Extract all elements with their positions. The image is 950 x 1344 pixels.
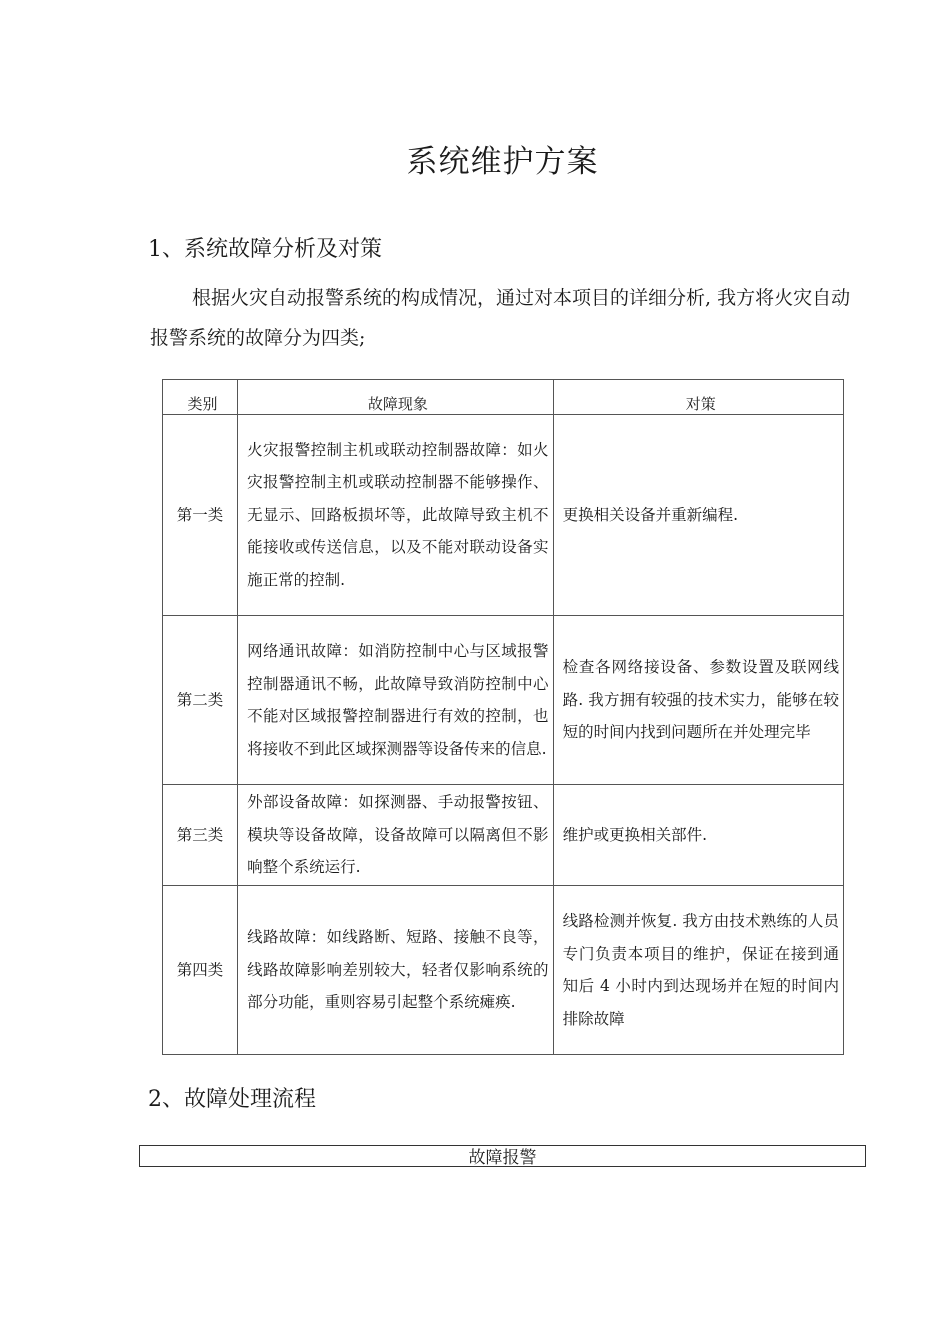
row-category: 第四类 — [163, 886, 238, 1055]
row-phenomenon: 外部设备故障：如探测器、手动报警按钮、模块等设备故障，设备故障可以隔离但不影响整个系统运行. — [238, 785, 553, 886]
table-row — [163, 785, 844, 886]
row-measure: 线路检测并恢复. 我方由技术熟练的人员专门负责本项目的维护，保证在接到通知后 4 小时内到达现场并在短的时间内排除故障 — [553, 886, 843, 1055]
section-1-paragraph: 根据火灾自动报警系统的构成情况，通过对本项目的详细分析, 我方将火灾自动报警系统的故障分为四类; — [150, 287, 851, 349]
row-measure: 维护或更换相关部件. — [553, 785, 843, 886]
row-category: 第一类 — [163, 415, 238, 616]
row-measure: 更换相关设备并重新编程. — [553, 415, 843, 616]
row-measure: 检查各网络接设备、参数设置及联网线路. 我方拥有较强的技术实力，能够在较短的时间内找到问题所在并处理完毕 — [553, 616, 843, 785]
row-phenomenon: 线路故障：如线路断、短路、接触不良等，线路故障影响差别较大，轻者仅影响系统的部分功能，重则容易引起整个系统瘫痪. — [238, 886, 553, 1055]
row-phenomenon: 网络通讯故障：如消防控制中心与区域报警控制器通讯不畅，此故障导致消防控制中心不能对区域报警控制器进行有效的控制，也将接收不到此区域探测器等设备传来的信息. — [238, 616, 553, 785]
header-measure: 对策 — [553, 380, 843, 415]
document-title: 系统维护方案 — [406, 144, 599, 180]
table-row — [163, 886, 844, 1055]
row-category: 第二类 — [163, 616, 238, 785]
section-2-heading: 2、故障处理流程 — [148, 1087, 316, 1112]
row-category: 第三类 — [163, 785, 238, 886]
flow-step-fault-alarm: 故障报警 — [139, 1145, 866, 1167]
row-phenomenon: 火灾报警控制主机或联动控制器故障：如火灾报警控制主机或联动控制器不能够操作、无显示、回路板损坏等，此故障导致主机不能接收或传送信息，以及不能对联动设备实施正常的控制. — [238, 415, 553, 616]
table-row — [163, 616, 844, 785]
section-1-heading: 1、系统故障分析及对策 — [148, 237, 382, 262]
header-phenomenon: 故障现象 — [238, 380, 553, 415]
header-category: 类别 — [163, 380, 238, 415]
table-header-row — [163, 380, 844, 415]
fault-table — [162, 379, 844, 1055]
table-row — [163, 415, 844, 616]
